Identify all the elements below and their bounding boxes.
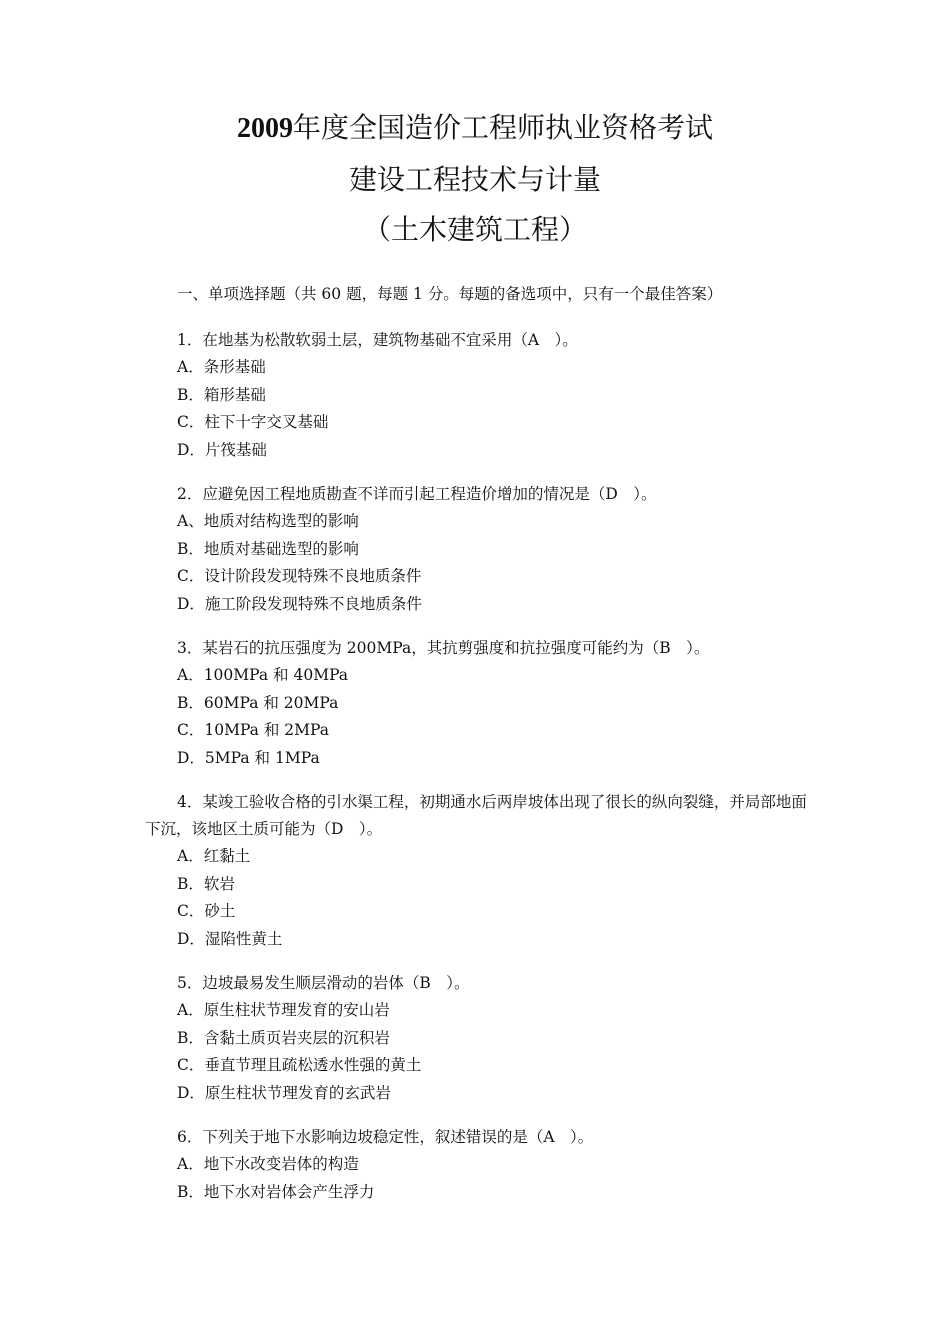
option-a: A．地下水改变岩体的构造 bbox=[177, 1155, 359, 1173]
question-stem: 4．某竣工验收合格的引水渠工程，初期通水后两岸坡体出现了很长的纵向裂缝，并局部地面下沉，该地区土质可能为（D ）。 bbox=[145, 793, 807, 838]
option-d: D．5MPa 和 1MPa bbox=[177, 748, 320, 767]
question-5 bbox=[145, 970, 815, 1107]
option-b: B．地质对基础选型的影响 bbox=[177, 539, 359, 558]
option-a: A．原生柱状节理发育的安山岩 bbox=[177, 1001, 390, 1019]
option-c: C．砂土 bbox=[177, 902, 236, 920]
question-4 bbox=[145, 789, 815, 953]
option-b: B．60MPa 和 20MPa bbox=[177, 693, 339, 712]
option-a: A．红黏土 bbox=[177, 847, 251, 865]
option-a: A．条形基础 bbox=[177, 358, 266, 376]
question-stem: 3．某岩石的抗压强度为 200MPa，其抗剪强度和抗拉强度可能约为（B ）。 bbox=[177, 639, 710, 657]
exam-title bbox=[0, 112, 950, 144]
option-c: C．10MPa 和 2MPa bbox=[177, 721, 329, 739]
option-c: C．柱下十字交叉基础 bbox=[177, 413, 329, 431]
title-block bbox=[0, 112, 950, 246]
question-body bbox=[145, 283, 815, 1206]
option-d: D．施工阶段发现特殊不良地质条件 bbox=[177, 594, 422, 613]
exam-year: 2009 bbox=[236, 113, 293, 144]
option-b: B．含黏土质页岩夹层的沉积岩 bbox=[177, 1028, 390, 1047]
exam-title-text: 年度全国造价工程师执业资格考试 bbox=[292, 111, 713, 144]
section-heading: 一、单项选择题（共 60 题，每题 1 分。每题的备选项中，只有一个最佳答案） bbox=[177, 285, 723, 303]
question-stem: 2．应避免因工程地质勘查不详而引起工程造价增加的情况是（D ）。 bbox=[177, 485, 657, 503]
question-6 bbox=[145, 1124, 815, 1206]
option-d: D．片筏基础 bbox=[177, 440, 267, 459]
subject-title: 建设工程技术与计量 bbox=[348, 163, 601, 196]
option-b: B．箱形基础 bbox=[177, 385, 266, 404]
option-d: D．湿陷性黄土 bbox=[177, 929, 283, 948]
option-c: C．垂直节理且疏松透水性强的黄土 bbox=[177, 1056, 422, 1074]
question-3 bbox=[145, 635, 815, 772]
question-1 bbox=[145, 327, 815, 464]
option-d: D．原生柱状节理发育的玄武岩 bbox=[177, 1083, 391, 1102]
subject-subtitle: （土木建筑工程） bbox=[362, 213, 587, 246]
option-a: A、地质对结构选型的影响 bbox=[177, 512, 359, 530]
question-stem: 1．在地基为松散软弱土层，建筑物基础不宜采用（A ）。 bbox=[177, 331, 578, 349]
option-c: C．设计阶段发现特殊不良地质条件 bbox=[177, 567, 422, 585]
question-stem: 5．边坡最易发生顺层滑动的岩体（B ）。 bbox=[177, 974, 470, 992]
option-a: A．100MPa 和 40MPa bbox=[177, 666, 349, 684]
question-2 bbox=[145, 481, 815, 618]
question-stem: 6．下列关于地下水影响边坡稳定性，叙述错误的是（A ）。 bbox=[177, 1128, 594, 1146]
option-b: B．地下水对岩体会产生浮力 bbox=[177, 1182, 375, 1201]
option-b: B．软岩 bbox=[177, 874, 235, 893]
